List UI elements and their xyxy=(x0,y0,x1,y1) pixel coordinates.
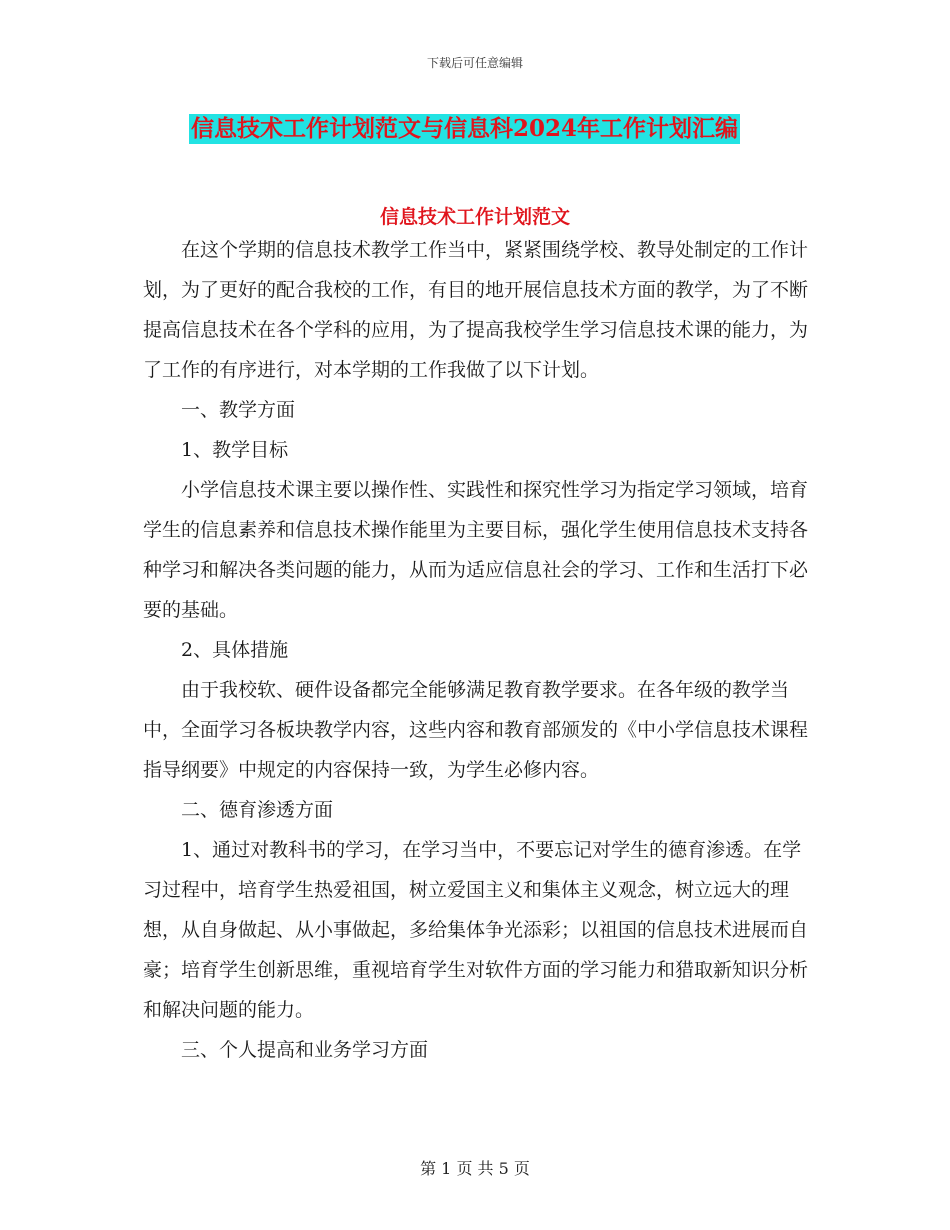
page-number: 第 1 页 共 5 页 xyxy=(420,1159,530,1178)
heading-teaching: 一、教学方面 xyxy=(181,399,296,421)
heading-teaching-goals: 1、教学目标 xyxy=(181,439,289,461)
header-note: 下载后可任意编辑 xyxy=(426,56,523,70)
heading-measures: 2、具体措施 xyxy=(181,639,289,661)
paragraph-teaching-goals: 小学信息技术课主要以操作性、实践性和探究性学习为指定学习领域，培育学生的信息素养和信息技术操作能里为主要目标，强化学生使用信息技术支持各种学习和解决各类问题的能力，从而为适应信息社会的学习、工作和生活打下必要的基础。 xyxy=(143,479,809,621)
paragraph-measures: 由于我校软、硬件设备都完全能够满足教育教学要求。在各年级的教学当中，全面学习各板块教学内容，这些内容和教育部颁发的《中小学信息技术课程指导纲要》中规定的内容保持一致，为学生必修内容。 xyxy=(143,679,809,781)
document-body xyxy=(143,230,809,1070)
paragraph-intro: 在这个学期的信息技术教学工作当中，紧紧围绕学校、教导处制定的工作计划，为了更好的配合我校的工作，有目的地开展信息技术方面的教学，为了不断提高信息技术在各个学科的应用，为了提高我校学生学习信息技术课的能力，为了工作的有序进行，对本学期的工作我做了以下计划。 xyxy=(143,239,809,381)
document-title: 信息技术工作计划范文与信息科2024年工作计划汇编 xyxy=(191,115,739,142)
section-title: 信息技术工作计划范文 xyxy=(379,206,570,228)
paragraph-moral-education: 1、通过对教科书的学习，在学习当中，不要忘记对学生的德育渗透。在学习过程中，培育学生热爱祖国，树立爱国主义和集体主义观念，树立远大的理想，从自身做起、从小事做起，多给集体争光添彩；以祖国的信息技术进展而自豪；培育学生创新思维，重视培育学生对软件方面的学习能力和猎取新知识分析和解决问题的能力。 xyxy=(143,839,809,1021)
heading-moral-education: 二、德育渗透方面 xyxy=(181,799,334,821)
heading-personal-development: 三、个人提高和业务学习方面 xyxy=(181,1039,429,1061)
